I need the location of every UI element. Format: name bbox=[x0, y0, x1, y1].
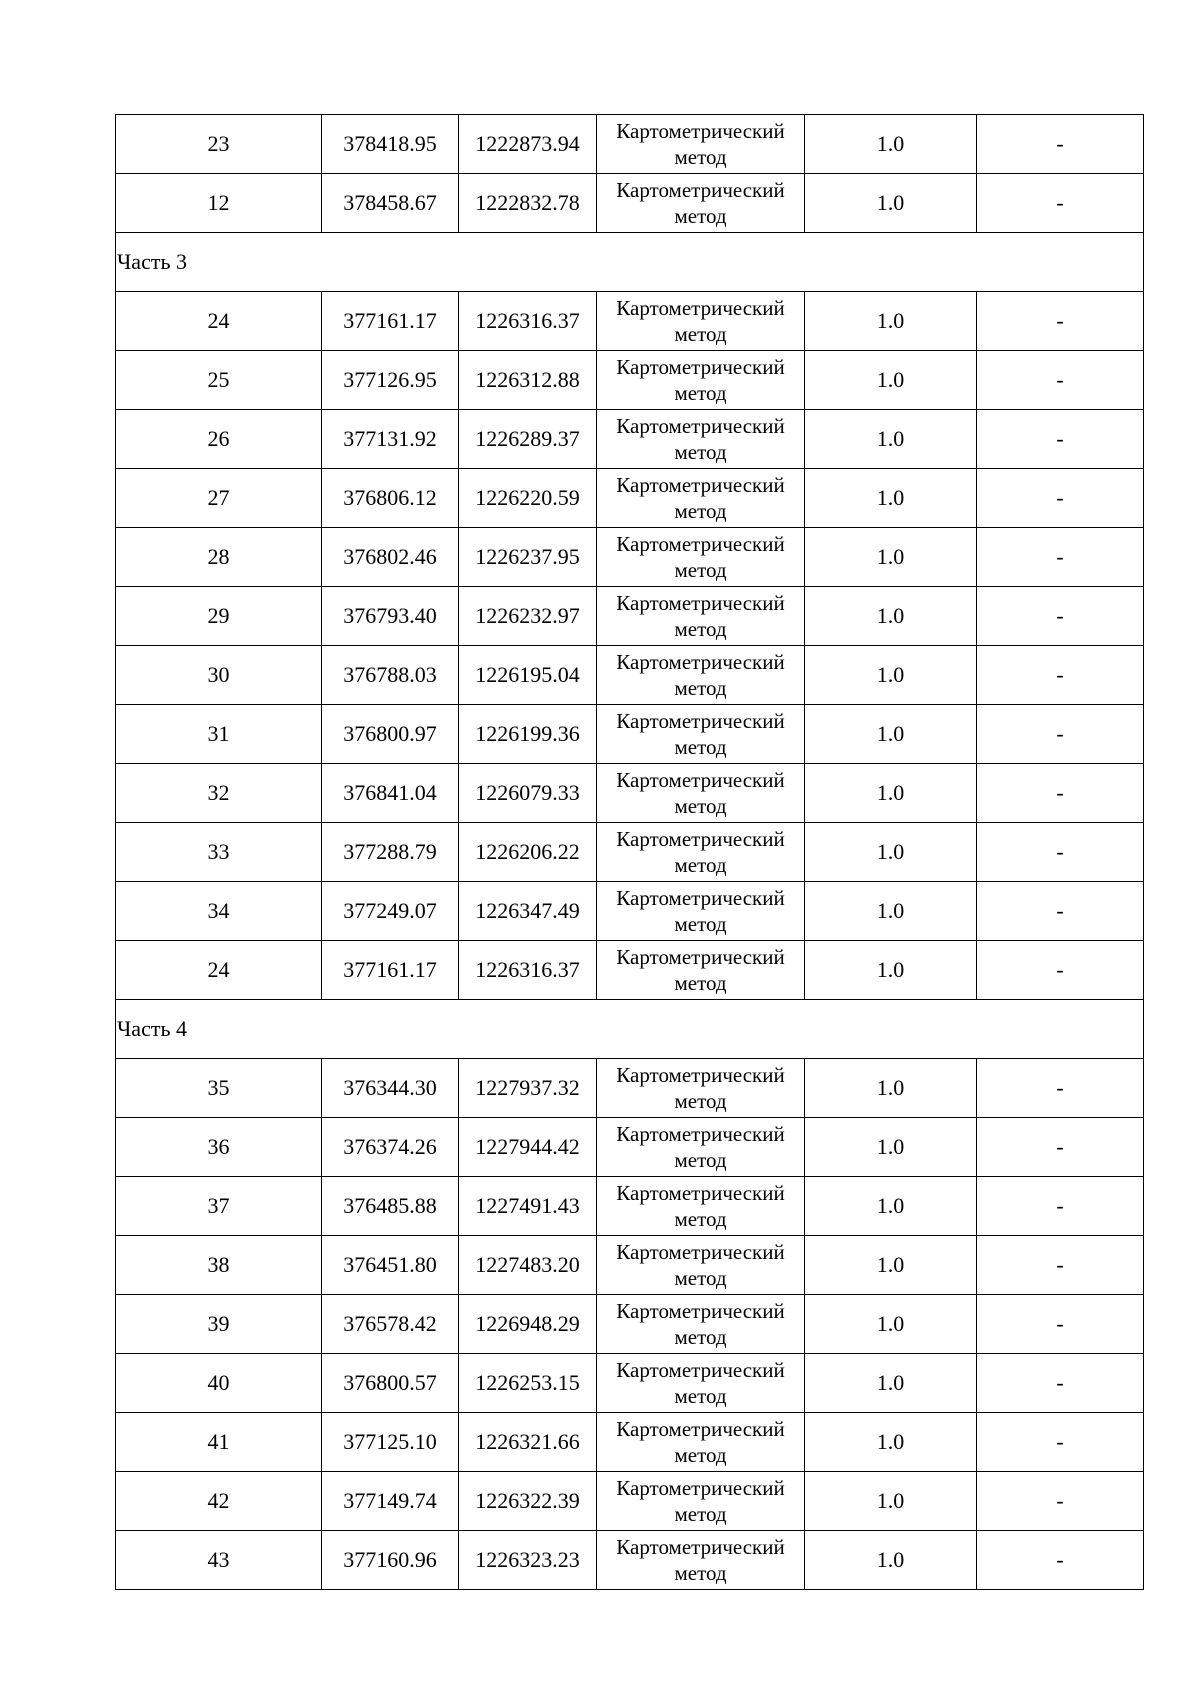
accuracy-cell: 1.0 bbox=[805, 1295, 977, 1354]
method-cell: Картометрический метод bbox=[597, 174, 805, 233]
point-number-cell: 38 bbox=[116, 1236, 322, 1295]
y-coordinate-cell: 1226206.22 bbox=[459, 823, 597, 882]
table-row bbox=[116, 823, 1144, 882]
note-cell: - bbox=[977, 528, 1144, 587]
table-row bbox=[116, 1354, 1144, 1413]
method-cell: Картометрический метод bbox=[597, 941, 805, 1000]
note-cell: - bbox=[977, 115, 1144, 174]
accuracy-cell: 1.0 bbox=[805, 941, 977, 1000]
point-number-cell: 26 bbox=[116, 410, 322, 469]
x-coordinate-cell: 376802.46 bbox=[322, 528, 459, 587]
method-cell: Картометрический метод bbox=[597, 292, 805, 351]
section-header-row bbox=[116, 1000, 1144, 1059]
accuracy-cell: 1.0 bbox=[805, 1413, 977, 1472]
y-coordinate-cell: 1226948.29 bbox=[459, 1295, 597, 1354]
table-row bbox=[116, 941, 1144, 1000]
y-coordinate-cell: 1226195.04 bbox=[459, 646, 597, 705]
accuracy-cell: 1.0 bbox=[805, 1177, 977, 1236]
method-cell: Картометрический метод bbox=[597, 1236, 805, 1295]
point-number-cell: 24 bbox=[116, 292, 322, 351]
x-coordinate-cell: 376344.30 bbox=[322, 1059, 459, 1118]
method-cell: Картометрический метод bbox=[597, 1295, 805, 1354]
y-coordinate-cell: 1226347.49 bbox=[459, 882, 597, 941]
note-cell: - bbox=[977, 1295, 1144, 1354]
note-cell: - bbox=[977, 646, 1144, 705]
y-coordinate-cell: 1227944.42 bbox=[459, 1118, 597, 1177]
point-number-cell: 12 bbox=[116, 174, 322, 233]
accuracy-cell: 1.0 bbox=[805, 1531, 977, 1590]
table-row bbox=[116, 1472, 1144, 1531]
point-number-cell: 29 bbox=[116, 587, 322, 646]
method-cell: Картометрический метод bbox=[597, 1413, 805, 1472]
method-cell: Картометрический метод bbox=[597, 528, 805, 587]
y-coordinate-cell: 1226289.37 bbox=[459, 410, 597, 469]
method-cell: Картометрический метод bbox=[597, 764, 805, 823]
method-cell: Картометрический метод bbox=[597, 115, 805, 174]
table-row bbox=[116, 646, 1144, 705]
point-number-cell: 32 bbox=[116, 764, 322, 823]
y-coordinate-cell: 1226321.66 bbox=[459, 1413, 597, 1472]
point-number-cell: 35 bbox=[116, 1059, 322, 1118]
y-coordinate-cell: 1226316.37 bbox=[459, 292, 597, 351]
table-row bbox=[116, 292, 1144, 351]
accuracy-cell: 1.0 bbox=[805, 410, 977, 469]
accuracy-cell: 1.0 bbox=[805, 115, 977, 174]
x-coordinate-cell: 376800.97 bbox=[322, 705, 459, 764]
accuracy-cell: 1.0 bbox=[805, 1236, 977, 1295]
x-coordinate-cell: 376374.26 bbox=[322, 1118, 459, 1177]
note-cell: - bbox=[977, 1354, 1144, 1413]
table-row bbox=[116, 1236, 1144, 1295]
y-coordinate-cell: 1227483.20 bbox=[459, 1236, 597, 1295]
note-cell: - bbox=[977, 882, 1144, 941]
x-coordinate-cell: 377126.95 bbox=[322, 351, 459, 410]
x-coordinate-cell: 377161.17 bbox=[322, 292, 459, 351]
table-row bbox=[116, 174, 1144, 233]
y-coordinate-cell: 1227491.43 bbox=[459, 1177, 597, 1236]
point-number-cell: 42 bbox=[116, 1472, 322, 1531]
method-cell: Картометрический метод bbox=[597, 410, 805, 469]
table-row bbox=[116, 351, 1144, 410]
point-number-cell: 23 bbox=[116, 115, 322, 174]
y-coordinate-cell: 1226199.36 bbox=[459, 705, 597, 764]
accuracy-cell: 1.0 bbox=[805, 1472, 977, 1531]
method-cell: Картометрический метод bbox=[597, 705, 805, 764]
method-cell: Картометрический метод bbox=[597, 1177, 805, 1236]
method-cell: Картометрический метод bbox=[597, 1118, 805, 1177]
x-coordinate-cell: 377131.92 bbox=[322, 410, 459, 469]
point-number-cell: 31 bbox=[116, 705, 322, 764]
note-cell: - bbox=[977, 764, 1144, 823]
coordinates-table bbox=[115, 114, 1144, 1590]
point-number-cell: 37 bbox=[116, 1177, 322, 1236]
point-number-cell: 34 bbox=[116, 882, 322, 941]
x-coordinate-cell: 377160.96 bbox=[322, 1531, 459, 1590]
y-coordinate-cell: 1226232.97 bbox=[459, 587, 597, 646]
y-coordinate-cell: 1226079.33 bbox=[459, 764, 597, 823]
section-header-row bbox=[116, 233, 1144, 292]
accuracy-cell: 1.0 bbox=[805, 587, 977, 646]
y-coordinate-cell: 1226323.23 bbox=[459, 1531, 597, 1590]
y-coordinate-cell: 1226253.15 bbox=[459, 1354, 597, 1413]
x-coordinate-cell: 376485.88 bbox=[322, 1177, 459, 1236]
point-number-cell: 40 bbox=[116, 1354, 322, 1413]
method-cell: Картометрический метод bbox=[597, 587, 805, 646]
x-coordinate-cell: 377249.07 bbox=[322, 882, 459, 941]
point-number-cell: 28 bbox=[116, 528, 322, 587]
note-cell: - bbox=[977, 1059, 1144, 1118]
note-cell: - bbox=[977, 1413, 1144, 1472]
table-row bbox=[116, 410, 1144, 469]
x-coordinate-cell: 376578.42 bbox=[322, 1295, 459, 1354]
y-coordinate-cell: 1226237.95 bbox=[459, 528, 597, 587]
table-row bbox=[116, 1118, 1144, 1177]
accuracy-cell: 1.0 bbox=[805, 1118, 977, 1177]
x-coordinate-cell: 376793.40 bbox=[322, 587, 459, 646]
point-number-cell: 33 bbox=[116, 823, 322, 882]
point-number-cell: 41 bbox=[116, 1413, 322, 1472]
point-number-cell: 24 bbox=[116, 941, 322, 1000]
table-row bbox=[116, 1177, 1144, 1236]
x-coordinate-cell: 376841.04 bbox=[322, 764, 459, 823]
accuracy-cell: 1.0 bbox=[805, 882, 977, 941]
note-cell: - bbox=[977, 410, 1144, 469]
note-cell: - bbox=[977, 941, 1144, 1000]
y-coordinate-cell: 1226220.59 bbox=[459, 469, 597, 528]
method-cell: Картометрический метод bbox=[597, 1059, 805, 1118]
point-number-cell: 43 bbox=[116, 1531, 322, 1590]
method-cell: Картометрический метод bbox=[597, 823, 805, 882]
accuracy-cell: 1.0 bbox=[805, 1354, 977, 1413]
y-coordinate-cell: 1227937.32 bbox=[459, 1059, 597, 1118]
accuracy-cell: 1.0 bbox=[805, 764, 977, 823]
accuracy-cell: 1.0 bbox=[805, 528, 977, 587]
y-coordinate-cell: 1226312.88 bbox=[459, 351, 597, 410]
point-number-cell: 39 bbox=[116, 1295, 322, 1354]
accuracy-cell: 1.0 bbox=[805, 646, 977, 705]
point-number-cell: 30 bbox=[116, 646, 322, 705]
note-cell: - bbox=[977, 1118, 1144, 1177]
accuracy-cell: 1.0 bbox=[805, 292, 977, 351]
x-coordinate-cell: 376806.12 bbox=[322, 469, 459, 528]
table-row bbox=[116, 1295, 1144, 1354]
x-coordinate-cell: 377149.74 bbox=[322, 1472, 459, 1531]
note-cell: - bbox=[977, 174, 1144, 233]
note-cell: - bbox=[977, 823, 1144, 882]
y-coordinate-cell: 1222873.94 bbox=[459, 115, 597, 174]
table-row bbox=[116, 1531, 1144, 1590]
note-cell: - bbox=[977, 1177, 1144, 1236]
method-cell: Картометрический метод bbox=[597, 882, 805, 941]
y-coordinate-cell: 1222832.78 bbox=[459, 174, 597, 233]
note-cell: - bbox=[977, 1236, 1144, 1295]
accuracy-cell: 1.0 bbox=[805, 174, 977, 233]
note-cell: - bbox=[977, 1472, 1144, 1531]
table-row bbox=[116, 764, 1144, 823]
note-cell: - bbox=[977, 1531, 1144, 1590]
note-cell: - bbox=[977, 469, 1144, 528]
x-coordinate-cell: 377161.17 bbox=[322, 941, 459, 1000]
y-coordinate-cell: 1226316.37 bbox=[459, 941, 597, 1000]
table-row bbox=[116, 705, 1144, 764]
method-cell: Картометрический метод bbox=[597, 351, 805, 410]
point-number-cell: 27 bbox=[116, 469, 322, 528]
x-coordinate-cell: 376800.57 bbox=[322, 1354, 459, 1413]
point-number-cell: 36 bbox=[116, 1118, 322, 1177]
y-coordinate-cell: 1226322.39 bbox=[459, 1472, 597, 1531]
x-coordinate-cell: 377125.10 bbox=[322, 1413, 459, 1472]
x-coordinate-cell: 376451.80 bbox=[322, 1236, 459, 1295]
section-label: Часть 3 bbox=[116, 233, 1144, 292]
x-coordinate-cell: 376788.03 bbox=[322, 646, 459, 705]
method-cell: Картометрический метод bbox=[597, 646, 805, 705]
x-coordinate-cell: 377288.79 bbox=[322, 823, 459, 882]
table-row bbox=[116, 1059, 1144, 1118]
method-cell: Картометрический метод bbox=[597, 469, 805, 528]
accuracy-cell: 1.0 bbox=[805, 1059, 977, 1118]
accuracy-cell: 1.0 bbox=[805, 469, 977, 528]
method-cell: Картометрический метод bbox=[597, 1531, 805, 1590]
accuracy-cell: 1.0 bbox=[805, 705, 977, 764]
accuracy-cell: 1.0 bbox=[805, 823, 977, 882]
method-cell: Картометрический метод bbox=[597, 1472, 805, 1531]
coordinates-table-body bbox=[116, 115, 1144, 1590]
x-coordinate-cell: 378418.95 bbox=[322, 115, 459, 174]
note-cell: - bbox=[977, 292, 1144, 351]
table-row bbox=[116, 115, 1144, 174]
note-cell: - bbox=[977, 705, 1144, 764]
accuracy-cell: 1.0 bbox=[805, 351, 977, 410]
table-row bbox=[116, 587, 1144, 646]
x-coordinate-cell: 378458.67 bbox=[322, 174, 459, 233]
table-row bbox=[116, 1413, 1144, 1472]
table-row bbox=[116, 882, 1144, 941]
table-row bbox=[116, 469, 1144, 528]
section-label: Часть 4 bbox=[116, 1000, 1144, 1059]
method-cell: Картометрический метод bbox=[597, 1354, 805, 1413]
note-cell: - bbox=[977, 351, 1144, 410]
table-row bbox=[116, 528, 1144, 587]
point-number-cell: 25 bbox=[116, 351, 322, 410]
note-cell: - bbox=[977, 587, 1144, 646]
